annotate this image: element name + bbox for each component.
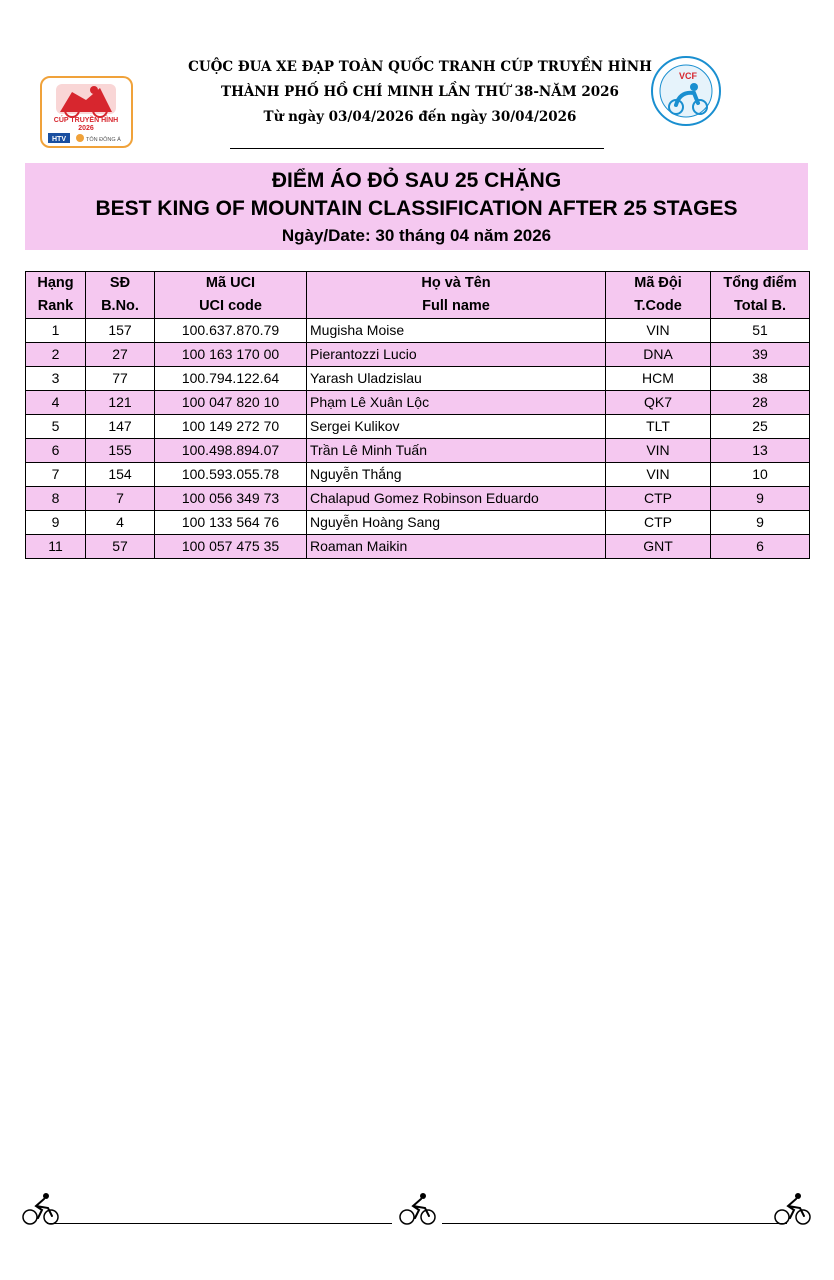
cell-total: 9 bbox=[711, 487, 810, 511]
cell-name: Nguyễn Thắng bbox=[307, 463, 606, 487]
table-row bbox=[26, 535, 810, 559]
cell-rank: 11 bbox=[26, 535, 86, 559]
header-divider bbox=[230, 148, 604, 149]
cell-total: 9 bbox=[711, 511, 810, 535]
cell-total: 39 bbox=[711, 343, 810, 367]
column-header-name: Họ và Tên Full name bbox=[307, 272, 606, 319]
cyclist-icon bbox=[772, 1190, 812, 1226]
cell-team: DNA bbox=[606, 343, 711, 367]
cell-uci: 100.593.055.78 bbox=[155, 463, 307, 487]
footer-line-right bbox=[442, 1223, 787, 1224]
table-header-row bbox=[26, 272, 810, 319]
cell-rank: 6 bbox=[26, 439, 86, 463]
cell-bib: 147 bbox=[86, 415, 155, 439]
logo-badge-text: HTV bbox=[52, 136, 66, 143]
cell-bib: 155 bbox=[86, 439, 155, 463]
column-header-total: Tổng điểm Total B. bbox=[711, 272, 810, 319]
cell-bib: 157 bbox=[86, 319, 155, 343]
cyclist-icon bbox=[20, 1190, 60, 1226]
cell-rank: 5 bbox=[26, 415, 86, 439]
cell-rank: 1 bbox=[26, 319, 86, 343]
cell-bib: 121 bbox=[86, 391, 155, 415]
cell-team: TLT bbox=[606, 415, 711, 439]
cell-uci: 100 163 170 00 bbox=[155, 343, 307, 367]
cell-rank: 3 bbox=[26, 367, 86, 391]
cell-name: Pierantozzi Lucio bbox=[307, 343, 606, 367]
cell-team: CTP bbox=[606, 487, 711, 511]
cell-uci: 100.794.122.64 bbox=[155, 367, 307, 391]
logo-title-text: CÚP TRUYỀN HÌNH bbox=[53, 117, 119, 124]
title-date: Ngày/Date: 30 tháng 04 năm 2026 bbox=[281, 226, 552, 245]
table-row bbox=[26, 511, 810, 535]
cell-team: GNT bbox=[606, 535, 711, 559]
cell-name: Trần Lê Minh Tuấn bbox=[307, 439, 606, 463]
vcf-acronym-text: VCF bbox=[679, 71, 697, 81]
cell-total: 38 bbox=[711, 367, 810, 391]
cell-bib: 154 bbox=[86, 463, 155, 487]
cell-rank: 9 bbox=[26, 511, 86, 535]
cell-rank: 7 bbox=[26, 463, 86, 487]
table-row bbox=[26, 487, 810, 511]
cell-bib: 7 bbox=[86, 487, 155, 511]
event-dates: Từ ngày 03/04/2026 đến ngày 30/04/2026 bbox=[263, 109, 577, 125]
cell-uci: 100 133 564 76 bbox=[155, 511, 307, 535]
table-row bbox=[26, 439, 810, 463]
cyclist-icon bbox=[397, 1190, 437, 1226]
table-row bbox=[26, 319, 810, 343]
title-vietnamese: ĐIỂM ÁO ĐỎ SAU 25 CHẶNG bbox=[271, 169, 562, 192]
logo-year-text: 2026 bbox=[78, 125, 94, 132]
cell-name: Sergei Kulikov bbox=[307, 415, 606, 439]
cell-team: QK7 bbox=[606, 391, 711, 415]
cup-truyen-hinh-logo bbox=[40, 76, 133, 148]
cell-name: Mugisha Moise bbox=[307, 319, 606, 343]
cell-rank: 4 bbox=[26, 391, 86, 415]
cell-name: Nguyễn Hoàng Sang bbox=[307, 511, 606, 535]
cell-uci: 100.498.894.07 bbox=[155, 439, 307, 463]
table-row bbox=[26, 391, 810, 415]
column-header-rank: Hạng Rank bbox=[26, 272, 86, 319]
cell-uci: 100.637.870.79 bbox=[155, 319, 307, 343]
cell-total: 10 bbox=[711, 463, 810, 487]
cell-name: Yarash Uladzislau bbox=[307, 367, 606, 391]
cell-uci: 100 149 272 70 bbox=[155, 415, 307, 439]
classification-title-band bbox=[25, 163, 808, 250]
cell-name: Phạm Lê Xuân Lộc bbox=[307, 391, 606, 415]
cell-uci: 100 056 349 73 bbox=[155, 487, 307, 511]
cell-name: Chalapud Gomez Robinson Eduardo bbox=[307, 487, 606, 511]
organizer-subtitle: THÀNH PHỐ HỒ CHÍ MINH LẦN THỨ 38-NĂM 2026 bbox=[221, 84, 619, 100]
cell-name: Roaman Maikin bbox=[307, 535, 606, 559]
cell-bib: 77 bbox=[86, 367, 155, 391]
table-row bbox=[26, 415, 810, 439]
title-english: BEST KING OF MOUNTAIN CLASSIFICATION AFTER 25 STAGES bbox=[95, 197, 738, 220]
cell-bib: 27 bbox=[86, 343, 155, 367]
cell-total: 6 bbox=[711, 535, 810, 559]
cell-total: 51 bbox=[711, 319, 810, 343]
cell-team: HCM bbox=[606, 367, 711, 391]
cell-rank: 2 bbox=[26, 343, 86, 367]
logo-sponsor-text: TÔN ĐÔNG Á bbox=[86, 137, 121, 143]
cell-rank: 8 bbox=[26, 487, 86, 511]
cell-total: 28 bbox=[711, 391, 810, 415]
cell-bib: 4 bbox=[86, 511, 155, 535]
table-row bbox=[26, 463, 810, 487]
cell-total: 13 bbox=[711, 439, 810, 463]
cell-team: CTP bbox=[606, 511, 711, 535]
column-header-uci: Mã UCI UCI code bbox=[155, 272, 307, 319]
table-row bbox=[26, 367, 810, 391]
results-table bbox=[25, 271, 810, 559]
cell-team: VIN bbox=[606, 319, 711, 343]
cell-uci: 100 057 475 35 bbox=[155, 535, 307, 559]
cell-total: 25 bbox=[711, 415, 810, 439]
cell-team: VIN bbox=[606, 439, 711, 463]
cell-bib: 57 bbox=[86, 535, 155, 559]
column-header-bib: SĐ B.No. bbox=[86, 272, 155, 319]
organizer-title: CUỘC ĐUA XE ĐẠP TOÀN QUỐC TRANH CÚP TRUYỀN HÌNH bbox=[188, 59, 652, 75]
column-header-team: Mã Đội T.Code bbox=[606, 272, 711, 319]
cell-uci: 100 047 820 10 bbox=[155, 391, 307, 415]
footer-line-left bbox=[47, 1223, 392, 1224]
cell-team: VIN bbox=[606, 463, 711, 487]
table-row bbox=[26, 343, 810, 367]
